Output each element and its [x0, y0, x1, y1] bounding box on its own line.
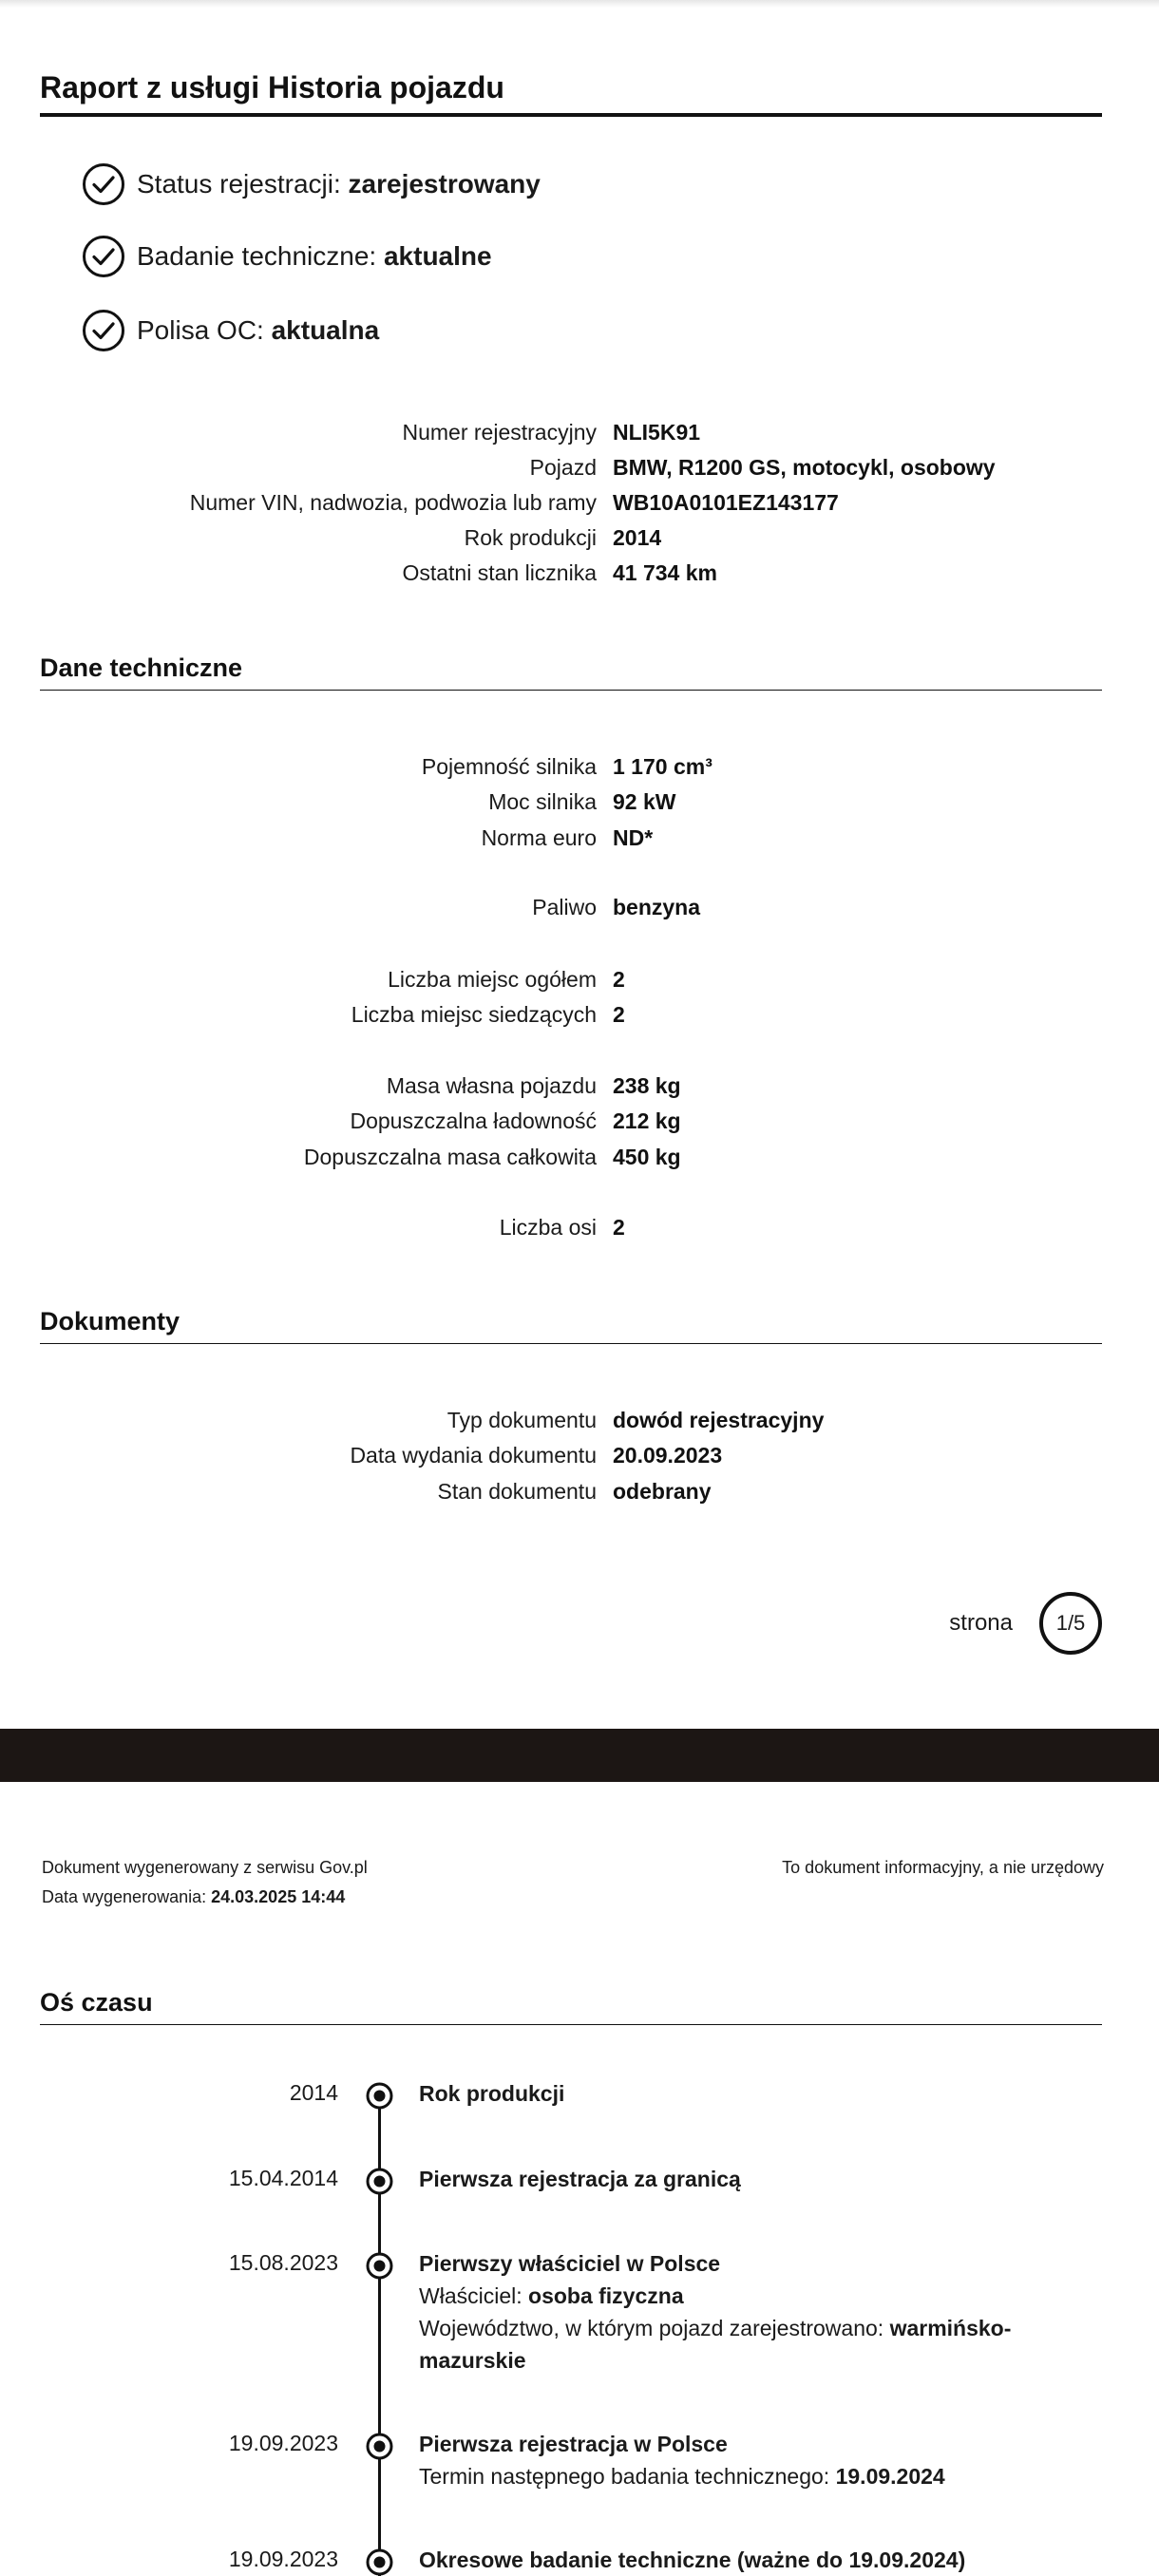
- timeline-date: 19.09.2023: [228, 2431, 338, 2455]
- info-value: dowód rejestracyjny: [613, 1408, 825, 1432]
- info-row: [0, 962, 1159, 996]
- timeline-dot-icon: [366, 2082, 393, 2110]
- owner-value: osoba fizyczna: [528, 2283, 684, 2308]
- info-key: Pojazd: [529, 455, 597, 480]
- timeline-event-title: Pierwsza rejestracja za granicą: [419, 2167, 741, 2191]
- info-value: 2: [613, 967, 625, 992]
- top-shadow: [0, 0, 1159, 8]
- timeline-dot-icon: [366, 2548, 393, 2576]
- owner-label: Właściciel:: [419, 2283, 522, 2308]
- disclaimer: To dokument informacyjny, a nie urzędowy: [782, 1858, 1104, 1877]
- info-value: benzyna: [613, 895, 701, 919]
- section-divider: [40, 1343, 1102, 1344]
- timeline-date: 19.09.2023: [228, 2547, 338, 2571]
- status-insurance: [82, 309, 379, 352]
- info-row: [0, 1069, 1159, 1103]
- info-row: [0, 415, 1159, 449]
- info-value: 1 170 cm³: [613, 754, 712, 779]
- info-row: [0, 1104, 1159, 1138]
- timeline-next-inspection: [419, 2460, 1046, 2492]
- timeline-event-title: Pierwsza rejestracja w Polsce: [419, 2432, 728, 2456]
- region-value: warmińsko-mazurskie: [419, 2316, 1012, 2373]
- info-value: NLI5K91: [613, 420, 701, 445]
- timeline-date: 2014: [289, 2080, 338, 2105]
- timeline-event: [419, 2077, 1046, 2110]
- title-divider: [40, 113, 1102, 117]
- info-key: Paliwo: [532, 895, 597, 919]
- info-key: Moc silnika: [488, 789, 597, 814]
- info-value: WB10A0101EZ143177: [613, 490, 839, 515]
- status-label: Badanie techniczne:: [137, 241, 377, 271]
- info-row: [0, 1403, 1159, 1437]
- info-row: [0, 450, 1159, 484]
- timeline-owner: [419, 2280, 1046, 2312]
- info-key: Data wydania dokumentu: [350, 1443, 597, 1468]
- timeline-date: 15.04.2014: [228, 2166, 338, 2190]
- info-row: [0, 890, 1159, 924]
- info-row: [0, 485, 1159, 520]
- timeline-event: [419, 2163, 1046, 2195]
- status-inspection: [82, 235, 492, 278]
- info-value: 92 kW: [613, 789, 676, 814]
- page-break-band: [0, 1729, 1159, 1782]
- timeline-event-title: Okresowe badanie techniczne (ważne do 19.09.2024): [419, 2548, 966, 2572]
- info-key: Dopuszczalna ładowność: [350, 1108, 597, 1133]
- generated-date: [42, 1887, 345, 1907]
- info-row: [0, 785, 1159, 819]
- info-row: [0, 556, 1159, 590]
- check-circle-icon: [82, 162, 125, 206]
- generated-date-label: Data wygenerowania:: [42, 1887, 207, 1906]
- info-row: [0, 1210, 1159, 1244]
- info-key: Liczba osi: [499, 1215, 597, 1240]
- info-value: odebrany: [613, 1479, 712, 1504]
- check-circle-icon: [82, 235, 125, 278]
- status-label: Polisa OC:: [137, 315, 264, 345]
- info-value: 212 kg: [613, 1108, 681, 1133]
- region-label: Województwo, w którym pojazd zarejestrowano:: [419, 2316, 884, 2340]
- timeline-event: [419, 2247, 1046, 2377]
- generated-date-value: 24.03.2025 14:44: [211, 1887, 346, 1906]
- status-value: zarejestrowany: [348, 169, 541, 199]
- info-row: [0, 749, 1159, 784]
- info-key: Numer VIN, nadwozia, podwozia lub ramy: [189, 490, 597, 515]
- status-value: aktualne: [383, 241, 492, 271]
- next-inspection-label: Termin następnego badania technicznego:: [419, 2464, 830, 2489]
- timeline-event: [419, 2428, 1046, 2492]
- info-key: Ostatni stan licznika: [402, 560, 597, 585]
- page-number: 1/5: [1039, 1592, 1102, 1655]
- info-value: 2: [613, 1215, 625, 1240]
- timeline-dot-icon: [366, 2252, 393, 2280]
- info-key: Stan dokumentu: [437, 1479, 597, 1504]
- info-value: 41 734 km: [613, 560, 717, 585]
- info-row: [0, 1140, 1159, 1174]
- section-title-technical: Dane techniczne: [40, 653, 243, 682]
- info-row: [0, 997, 1159, 1032]
- info-value: BMW, R1200 GS, motocykl, osobowy: [613, 455, 996, 480]
- section-divider: [40, 690, 1102, 691]
- info-row: [0, 821, 1159, 855]
- check-circle-icon: [82, 309, 125, 352]
- generated-source: Dokument wygenerowany z serwisu Gov.pl: [42, 1858, 368, 1877]
- timeline-event-title: Pierwszy właściciel w Polsce: [419, 2251, 721, 2276]
- info-key: Liczba miejsc ogółem: [388, 967, 597, 992]
- timeline-event: [419, 2544, 1046, 2576]
- info-key: Pojemność silnika: [421, 754, 597, 779]
- info-key: Norma euro: [481, 825, 597, 850]
- timeline-dot-icon: [366, 2433, 393, 2460]
- info-key: Masa własna pojazdu: [386, 1073, 597, 1098]
- info-row: [0, 521, 1159, 555]
- info-value: 20.09.2023: [613, 1443, 723, 1468]
- page-label: strona: [949, 1610, 1013, 1636]
- timeline-event-title: Rok produkcji: [419, 2081, 565, 2106]
- status-registration: [82, 162, 541, 206]
- timeline-date: 15.08.2023: [228, 2250, 338, 2275]
- section-title-timeline: Oś czasu: [40, 1988, 153, 2017]
- info-key: Typ dokumentu: [446, 1408, 597, 1432]
- report-title: Raport z usługi Historia pojazdu: [40, 70, 504, 104]
- info-value: ND*: [613, 825, 654, 850]
- next-inspection-date: 19.09.2024: [835, 2464, 945, 2489]
- status-value: aktualna: [271, 315, 380, 345]
- timeline-dot-icon: [366, 2168, 393, 2195]
- info-value: 2: [613, 1002, 625, 1027]
- info-key: Rok produkcji: [464, 525, 597, 550]
- info-value: 2014: [613, 525, 662, 550]
- timeline-region: [419, 2312, 1046, 2377]
- section-divider: [40, 2024, 1102, 2025]
- info-key: Dopuszczalna masa całkowita: [303, 1145, 597, 1169]
- info-value: 238 kg: [613, 1073, 681, 1098]
- section-title-documents: Dokumenty: [40, 1307, 180, 1335]
- status-label: Status rejestracji:: [137, 169, 341, 199]
- info-row: [0, 1438, 1159, 1472]
- info-row: [0, 1474, 1159, 1508]
- info-value: 450 kg: [613, 1145, 681, 1169]
- page-indicator: [949, 1592, 1102, 1655]
- info-key: Numer rejestracyjny: [402, 420, 597, 445]
- info-key: Liczba miejsc siedzących: [351, 1002, 597, 1027]
